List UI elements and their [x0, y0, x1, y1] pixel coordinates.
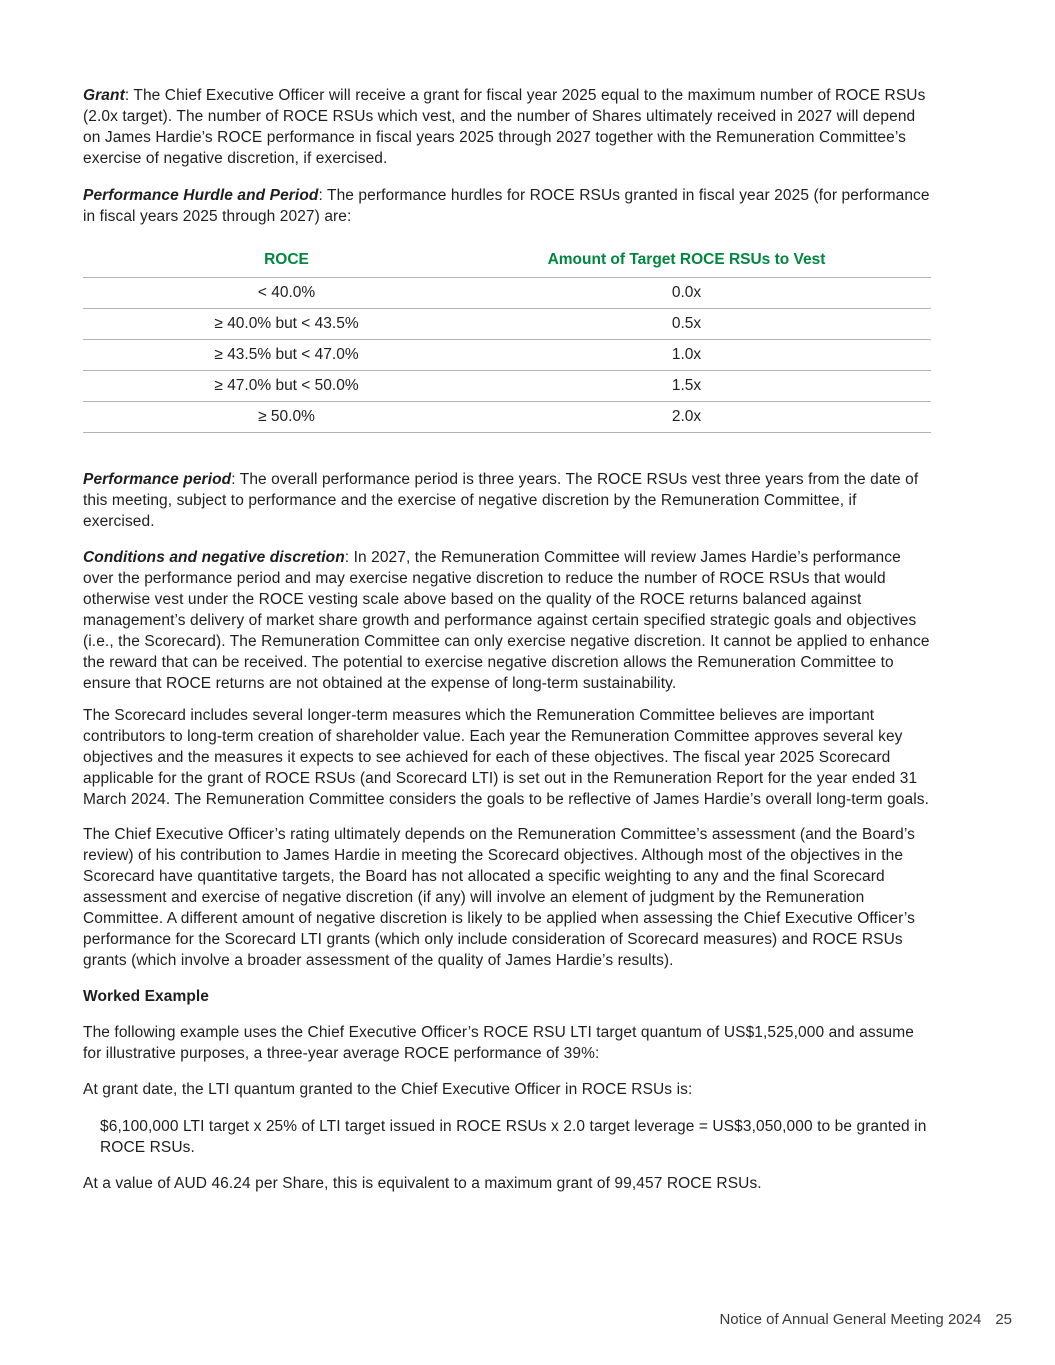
paragraph-performance-period-text: : The overall performance period is three years. The ROCE RSUs vest three years from the date of this meeting, subject to performance and the exercise of negative discretion by the Remuneration Committee, if exercised.: [83, 471, 919, 530]
table-row: [83, 278, 931, 309]
table-row: [83, 371, 931, 402]
paragraph-share-value: [83, 1173, 931, 1194]
paragraph-ceo-rating: [83, 824, 931, 971]
paragraph-calculation-text: $6,100,000 LTI target x 25% of LTI target issued in ROCE RSUs x 2.0 target leverage = US$3,050,000 to be granted in ROCE RSUs.: [100, 1118, 927, 1156]
table-row: [83, 340, 931, 371]
paragraph-performance-period: [83, 469, 931, 532]
paragraph-ceo-rating-text: The Chief Executive Officer’s rating ultimately depends on the Remuneration Committee’s assessment (and the Board’s review) of his contribution to James Hardie in meeting the Scorecard objectives. Although most of the objectives in the Scorecard have quantitative targets, the Board has not allocated a specific weighting to any and the final Scorecard assessment and exercise of negative discretion (if any) will involve an element of judgment by the Remuneration Committee. A different amount of negative discretion is likely to be applied when assessing the Chief Executive Officer’s performance for the Scorecard LTI grants (which only include consideration of Scorecard measures) and ROCE RSUs grants (which involve a broader assessment of the quality of James Hardie’s results).: [83, 826, 916, 969]
paragraph-grant-lead: Grant: [83, 87, 125, 104]
roce-range-cell: ≥ 47.0% but < 50.0%: [83, 371, 490, 402]
paragraph-conditions: [83, 547, 931, 694]
roce-range-cell: ≥ 43.5% but < 47.0%: [83, 340, 490, 371]
table-header-row: [83, 251, 931, 278]
roce-range-cell: ≥ 40.0% but < 43.5%: [83, 309, 490, 340]
paragraph-performance-hurdle: [83, 185, 931, 227]
paragraph-performance-hurdle-text: : The performance hurdles for ROCE RSUs granted in fiscal year 2025 (for performance in fiscal years 2025 through 2027) are:: [83, 187, 930, 225]
worked-example-heading: Worked Example: [83, 988, 210, 1005]
vest-multiple-cell: 0.0x: [490, 278, 931, 309]
vest-multiple-cell: 1.5x: [490, 371, 931, 402]
roce-range-cell: < 40.0%: [83, 278, 490, 309]
table-row: [83, 402, 931, 433]
paragraph-calculation: [100, 1116, 931, 1158]
paragraph-grant: [83, 85, 931, 169]
table-row: [83, 309, 931, 340]
paragraph-example-intro: [83, 1022, 931, 1064]
vest-multiple-cell: 0.5x: [490, 309, 931, 340]
vest-multiple-cell: 1.0x: [490, 340, 931, 371]
paragraph-grant-date-text: At grant date, the LTI quantum granted to the Chief Executive Officer in ROCE RSUs is:: [83, 1081, 693, 1098]
paragraph-scorecard: [83, 705, 931, 810]
paragraph-conditions-text: : In 2027, the Remuneration Committee will review James Hardie’s performance over the performance period and may exercise negative discretion to reduce the number of ROCE RSUs that would otherwise vest under the ROCE vesting scale above based on the quality of the ROCE returns balanced against management’s delivery of market share growth and performance against certain specified strategic goals and objectives (i.e., the Scorecard). The Remuneration Committee can only exercise negative discretion. It cannot be applied to enhance the reward that can be received. The potential to exercise negative discretion allows the Remuneration Committee to ensure that ROCE returns are not obtained at the expense of long-term sustainability.: [83, 549, 930, 692]
vest-multiple-cell: 2.0x: [490, 402, 931, 433]
paragraph-performance-period-lead: Performance period: [83, 471, 232, 488]
column-header-vest: Amount of Target ROCE RSUs to Vest: [490, 251, 931, 278]
paragraph-grant-text: : The Chief Executive Officer will receive a grant for fiscal year 2025 equal to the maximum number of ROCE RSUs (2.0x target). The number of ROCE RSUs which vest, and the number of Shares ultimately received in 2027 will depend on James Hardie’s ROCE performance in fiscal years 2025 through 2027 together with the Remuneration Committee’s exercise of negative discretion, if exercised.: [83, 87, 926, 167]
paragraph-grant-date: [83, 1079, 931, 1100]
footer-text: Notice of Annual General Meeting 2024: [719, 1311, 982, 1328]
paragraph-scorecard-text: The Scorecard includes several longer-term measures which the Remuneration Committee believes are important contributors to long-term creation of shareholder value. Each year the Remuneration Committee approves several key objectives and the measures it expects to see achieved for each of these objectives. The fiscal year 2025 Scorecard applicable for the grant of ROCE RSUs (and Scorecard LTI) is set out in the Remuneration Report for the year ended 31 March 2024. The Remuneration Committee considers the goals to be reflective of James Hardie’s overall long-term goals.: [83, 707, 930, 808]
page-number: 25: [995, 1311, 1012, 1328]
page-content: [83, 0, 931, 1194]
roce-range-cell: ≥ 50.0%: [83, 402, 490, 433]
column-header-roce: ROCE: [83, 251, 490, 278]
paragraph-conditions-lead: Conditions and negative discretion: [83, 549, 345, 566]
paragraph-share-value-text: At a value of AUD 46.24 per Share, this is equivalent to a maximum grant of 99,457 ROCE RSUs.: [83, 1175, 762, 1192]
paragraph-performance-hurdle-lead: Performance Hurdle and Period: [83, 187, 319, 204]
page-footer: [719, 1311, 1012, 1328]
paragraph-example-intro-text: The following example uses the Chief Executive Officer’s ROCE RSU LTI target quantum of US$1,525,000 and assume for illustrative purposes, a three-year average ROCE performance of 39%:: [83, 1024, 915, 1062]
roce-vesting-table: [83, 251, 931, 433]
